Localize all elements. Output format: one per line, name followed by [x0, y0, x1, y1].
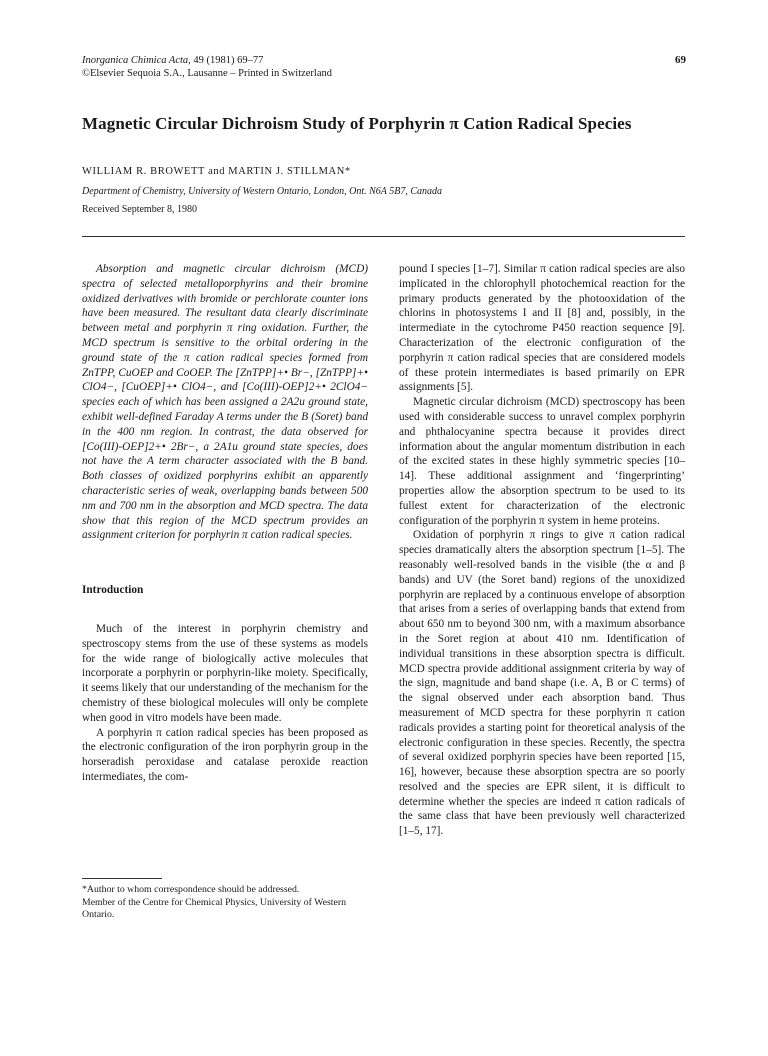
- footnote: [82, 884, 368, 922]
- received-date: Received September 8, 1980: [82, 204, 197, 215]
- abstract: [82, 262, 368, 543]
- header-divider: [82, 236, 685, 237]
- author-list: WILLIAM R. BROWETT and MARTIN J. STILLMAN*: [82, 166, 351, 177]
- section-heading-introduction: Introduction: [82, 584, 144, 597]
- affiliation: Department of Chemistry, University of Western Ontario, London, Ont. N6A 5B7, Canada: [82, 186, 442, 197]
- article-title: Magnetic Circular Dichroism Study of Porphyrin π Cation Radical Species: [82, 114, 632, 133]
- body-paragraph-1: pound I species [1–7]. Similar π cation radical species are also implicated in the chlorophyll photochemical reaction for the primary products generated by the photooxidation of the chlorins in photosystems I and II [8] and, possibly, in the intermediate in the cytochrome P450 reaction sequence [9]. Characterization of the electronic configuration of the porphyrin π cation radical species that are considered models of these protein intermediates is based primarily on EPR assignments [5].: [399, 263, 685, 394]
- abstract-text: Absorption and magnetic circular dichroism (MCD) spectra of selected metalloporphyrins and their bromine oxidized derivatives with bromide or perchlorate counter ions have been measured. The resultant data clearly discriminate between metal and porphyrin π ring oxidation. Further, the MCD spectrum is sensitive to the orbital ordering in the ground state of the π cation radical species formed from ZnTPP, CuOEP and CoOEP. The [ZnTPP]+• Br−, [ZnTPP]+• ClO4−, [CuOEP]+• ClO4−, and [Co(III)-OEP]2+• 2ClO4− species each of which has been assigned a 2A2u ground state, exhibit well-defined Faraday A terms under the B (Soret) band in the 400 nm region. In contrast, the data observed for [Co(III)-OEP]2+• 2Br−, a 2A1u ground state species, does not have the A term character associated with the B band. Both classes of oxidized porphyrins exhibit an apparently characteristic series of weak, overlapping bands between 500 nm and 700 nm in the absorption and MCD spectra. The data show that this region of the MCD spectrum provides an assignment criterion for porphyrin π cation radical species.: [82, 263, 368, 542]
- page-number: 69: [675, 54, 686, 66]
- intro-paragraph-2: A porphyrin π cation radical species has been proposed as the electronic configuration of the iron porphyrin group in the horseradish peroxidase and catalase peroxide reaction intermediates, the com-: [82, 726, 368, 783]
- publisher-line: ©Elsevier Sequoia S.A., Lausanne – Printed in Switzerland: [82, 68, 333, 79]
- journal-name: Inorganica Chimica Acta: [82, 55, 189, 66]
- footnote-divider: [82, 878, 162, 879]
- journal-volume: , 49 (1981) 69–77: [188, 55, 264, 66]
- left-column: [82, 262, 368, 785]
- intro-paragraph-1: Much of the interest in porphyrin chemistry and spectroscopy stems from the use of these systems as models for the wide range of biologically active molecules that incorporate a porphyrin or porphyrin-like moiety. Specifically, it seems likely that our understanding of the mechanism for the chemistry of these biological molecules will only be complete when good in vitro models have been made.: [82, 622, 368, 724]
- body-paragraph-3: Oxidation of porphyrin π rings to give π cation radical species dramatically alters the absorption spectrum [1–5]. The reasonably well-resolved bands in the visible (the α and β bands) and UV (the Soret band) regions of the unoxidized porphyrin are replaced by a continuous envelope of absorption that arises from a series of overlapping bands that extend from about 650 nm to beyond 300 nm, with a maximum absorbance in the Soret region at about 410 nm. Identification of individual transitions in these absorption spectra is difficult. MCD spectra provide additional assignment criteria by way of the sign, magnitude and band shape (i.e. A, B or C terms) of the signal observed under each absorption band. Thus measurement of MCD spectra for these porphyrin π cation radicals provides a starting point for theoretical analysis of the electronic configuration in these species. Recently, the spectra of several oxidized porphyrin species have been reported [15, 16], however, because these absorption spectra are so poorly resolved and the species are EPR silent, it is difficult to determine whether the species are indeed π cation radicals of the same class that have been previously well characterized [1–5, 17].: [399, 529, 685, 838]
- right-column: [399, 262, 685, 839]
- journal-citation: [82, 54, 332, 67]
- footnote-correspondence: *Author to whom correspondence should be addressed.: [82, 884, 300, 895]
- footnote-membership: Member of the Centre for Chemical Physics, University of Western Ontario.: [82, 896, 347, 920]
- running-header: [82, 54, 332, 80]
- body-paragraph-2: Magnetic circular dichroism (MCD) spectroscopy has been used with considerable success to unravel complex porphyrin and phthalocyanine spectra because it provides direct information about the angular momentum distribution in each of the excited states in these highly symmetric species [10–14]. These additional assignment and ‘fingerprinting’ properties allow the absorption spectrum to be used to its fullest extent for characterization of the electronic configuration of the porphyrin π system in heme proteins.: [399, 396, 685, 527]
